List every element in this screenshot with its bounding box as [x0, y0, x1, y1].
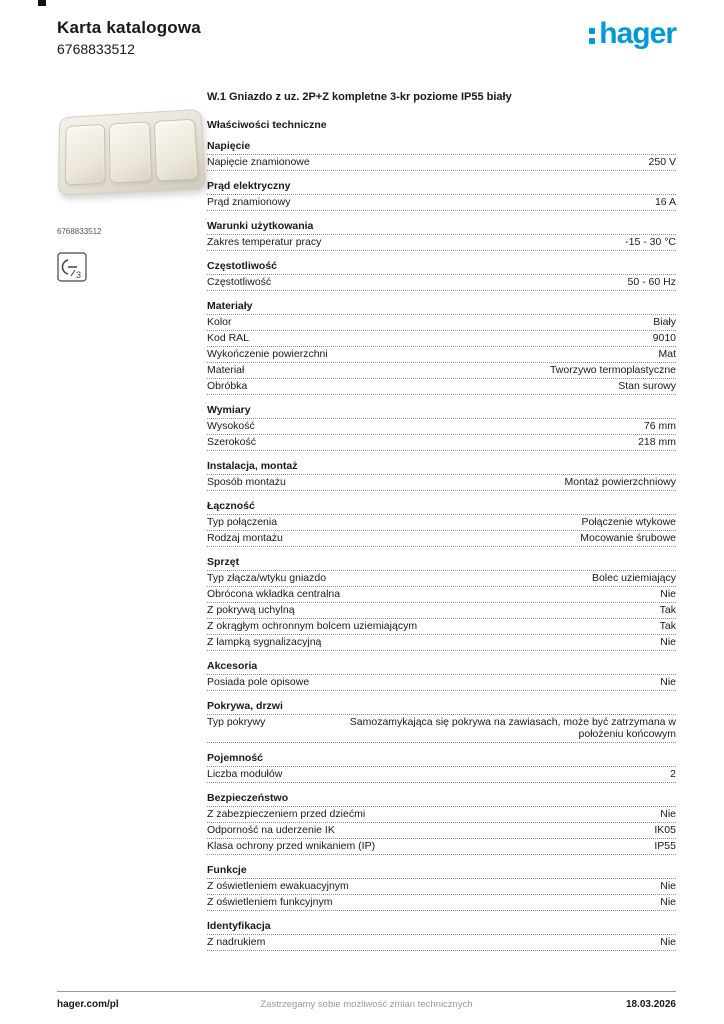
spec-row [207, 419, 676, 435]
spec-label: Napięcie znamionowe [207, 156, 310, 168]
spec-label: Z lampką sygnalizacyjną [207, 636, 322, 648]
spec-section [207, 297, 676, 395]
spec-value: Stan surowy [618, 380, 676, 392]
content-area [0, 91, 724, 951]
section-title: Identyfikacja [207, 917, 676, 935]
spec-value: Tak [659, 620, 676, 632]
spec-label: Prąd znamionowy [207, 196, 291, 208]
spec-row [207, 155, 676, 171]
spec-value: Nie [660, 880, 676, 892]
spec-value: Tak [659, 604, 676, 616]
section-title: Częstotliwość [207, 257, 676, 275]
spec-row [207, 839, 676, 855]
spec-value: Nie [660, 896, 676, 908]
logo-text: hager [599, 17, 676, 50]
spec-section [207, 401, 676, 451]
spec-section [207, 217, 676, 251]
spec-row [207, 879, 676, 895]
spec-label: Klasa ochrony przed wnikaniem (IP) [207, 840, 376, 852]
spec-section [207, 861, 676, 911]
spec-value: IP55 [654, 840, 676, 852]
section-title: Materiały [207, 297, 676, 315]
spec-row [207, 935, 676, 951]
spec-label: Zakres temperatur pracy [207, 236, 322, 248]
spec-row [207, 363, 676, 379]
spec-label: Z nadrukiem [207, 936, 266, 948]
module-count-label: 3 [76, 270, 82, 280]
spec-row [207, 195, 676, 211]
spec-heading: Właściwości techniczne [207, 119, 327, 131]
section-title: Wymiary [207, 401, 676, 419]
section-title: Akcesoria [207, 657, 676, 675]
spec-label: Typ połączenia [207, 516, 278, 528]
spec-value: Mat [658, 348, 676, 360]
spec-label: Wysokość [207, 420, 255, 432]
spec-row [207, 347, 676, 363]
spec-row [207, 331, 676, 347]
section-title: Łączność [207, 497, 676, 515]
logo-colon-icon [589, 24, 595, 44]
spec-row [207, 619, 676, 635]
spec-section [207, 457, 676, 491]
spec-row [207, 275, 676, 291]
product-image-column [57, 91, 207, 951]
spec-value: Nie [660, 808, 676, 820]
spec-section [207, 657, 676, 691]
spec-value: 50 - 60 Hz [627, 276, 676, 288]
spec-section [207, 917, 676, 951]
spec-row [207, 823, 676, 839]
spec-row [207, 603, 676, 619]
spec-value: Montaż powierzchniowy [564, 476, 676, 488]
section-title: Sprzęt [207, 553, 676, 571]
socket-body-illustration [58, 109, 207, 196]
spec-label: Sposób montażu [207, 476, 286, 488]
spec-value: Biały [653, 316, 676, 328]
spec-label: Typ złącza/wtyku gniazdo [207, 572, 327, 584]
section-title: Warunki użytkowania [207, 217, 676, 235]
spec-label: Z okrągłym ochronnym bolcem uziemiającym [207, 620, 418, 632]
spec-section [207, 137, 676, 171]
spec-label: Z zabezpieczeniem przed dziećmi [207, 808, 366, 820]
image-caption: 6768833512 [57, 227, 102, 236]
spec-row [207, 515, 676, 531]
footer-disclaimer: Zastrzegamy sobie możliwość zmian technicznych [260, 999, 473, 1010]
spec-value: Połączenie wtykowe [581, 516, 676, 528]
spec-value: Mocowanie śrubowe [580, 532, 676, 544]
spec-row [207, 435, 676, 451]
spec-value: 250 V [648, 156, 676, 168]
spec-label: Obróbka [207, 380, 248, 392]
spec-value: Samozamykająca się pokrywa na zawiasach, może być zatrzymana w położeniu końcowym [349, 716, 676, 740]
spec-section [207, 177, 676, 211]
spec-label: Obrócona wkładka centralna [207, 588, 341, 600]
spec-row [207, 315, 676, 331]
spec-label: Szerokość [207, 436, 257, 448]
footer-website-link[interactable]: hager.com/pl [57, 999, 119, 1010]
section-title: Pokrywa, drzwi [207, 697, 676, 715]
spec-section [207, 789, 676, 855]
spec-row [207, 767, 676, 783]
spec-label: Rodzaj montażu [207, 532, 283, 544]
spec-section [207, 257, 676, 291]
spec-value: Nie [660, 936, 676, 948]
page-footer [57, 991, 676, 1010]
spec-label: Wykończenie powierzchni [207, 348, 328, 360]
section-title: Prąd elektryczny [207, 177, 676, 195]
product-image [57, 91, 205, 219]
socket-lid-1 [65, 124, 106, 186]
spec-value: 2 [670, 768, 676, 780]
spec-label: Typ pokrywy [207, 716, 266, 728]
page-title: Karta katalogowa [57, 18, 201, 37]
spec-value: 9010 [652, 332, 676, 344]
spec-label: Częstotliwość [207, 276, 272, 288]
header-left [57, 18, 201, 57]
spec-section [207, 749, 676, 783]
spec-row [207, 571, 676, 587]
spec-value: 16 A [654, 196, 676, 208]
footer-date: 18.03.2026 [625, 999, 676, 1010]
spec-label: Kod RAL [207, 332, 250, 344]
spec-row [207, 895, 676, 911]
spec-column [207, 91, 676, 951]
section-title: Napięcie [207, 137, 676, 155]
spec-row [207, 807, 676, 823]
section-title: Bezpieczeństwo [207, 789, 676, 807]
spec-label: Odporność na uderzenie IK [207, 824, 335, 836]
spec-label: Z oświetleniem funkcyjnym [207, 896, 333, 908]
spec-value: Nie [660, 588, 676, 600]
spec-row [207, 475, 676, 491]
product-title: W.1 Gniazdo z uz. 2P+Z kompletne 3-kr poziome IP55 biały [207, 91, 512, 103]
spec-value: -15 - 30 °C [625, 236, 676, 248]
spec-value: Tworzywo termoplastyczne [549, 364, 676, 376]
spec-row [207, 715, 676, 743]
print-registration-mark [38, 0, 46, 6]
spec-value: 218 mm [638, 436, 676, 448]
spec-value: Nie [660, 636, 676, 648]
spec-label: Z oświetleniem ewakuacyjnym [207, 880, 349, 892]
spec-label: Z pokrywą uchylną [207, 604, 295, 616]
spec-row [207, 635, 676, 651]
spec-value: Nie [660, 676, 676, 688]
spec-label: Liczba modułów [207, 768, 283, 780]
spec-label: Posiada pole opisowe [207, 676, 310, 688]
socket-count-icon [57, 252, 87, 282]
hager-logo [589, 17, 676, 50]
spec-label: Kolor [207, 316, 232, 328]
page-header [0, 0, 724, 57]
spec-value: 76 mm [643, 420, 676, 432]
spec-section [207, 697, 676, 743]
section-title: Instalacja, montaż [207, 457, 676, 475]
socket-lid-2 [109, 121, 152, 183]
spec-section [207, 553, 676, 651]
spec-row [207, 675, 676, 691]
socket-lid-3 [153, 119, 198, 182]
spec-value: IK05 [654, 824, 676, 836]
spec-row [207, 587, 676, 603]
section-title: Pojemność [207, 749, 676, 767]
spec-row [207, 379, 676, 395]
spec-label: Materiał [207, 364, 245, 376]
spec-value: Bolec uziemiający [591, 572, 676, 584]
section-title: Funkcje [207, 861, 676, 879]
product-number: 6768833512 [57, 41, 135, 57]
spec-sections [207, 137, 676, 951]
spec-section [207, 497, 676, 547]
spec-row [207, 235, 676, 251]
spec-row [207, 531, 676, 547]
